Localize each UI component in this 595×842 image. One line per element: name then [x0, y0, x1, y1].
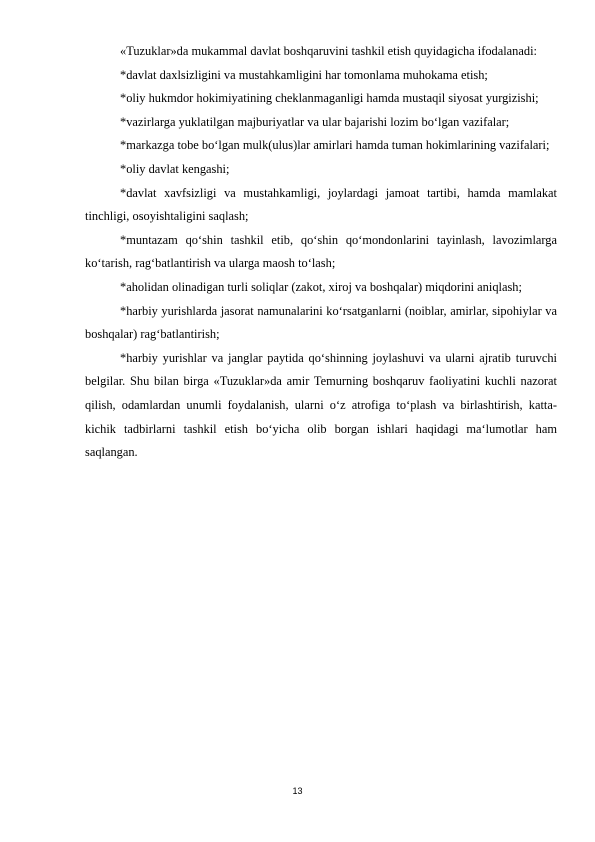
page-number: 13: [292, 786, 303, 796]
paragraph-intro: «Tuzuklar»da mukammal davlat boshqaruvini tashkil etish quyidagicha ifodalanadi:: [120, 44, 537, 58]
paragraph-item-10: *harbiy yurishlar va janglar paytida qo‘shinning joylashuvi va ularni ajratib turuvchi belgilar. Shu bilan birga «Tuzuklar»da amir Temurning boshqaruv faoliyatini kuchli nazorat qilish, odamlardan unumli foydalanish, ularni o‘z atrofiga to‘plash va birlashtirish, katta-kichik tadbirlarni tashkil etish bo‘yicha olib borgan ishlari haqidagi ma‘lumotlar ham saqlangan.: [85, 350, 557, 460]
paragraph-item-5: *oliy davlat kengashi;: [120, 161, 230, 176]
document-body: [85, 40, 557, 465]
paragraph-item-2: *oliy hukmdor hokimiyatining cheklanmaganligi hamda mustaqil siyosat yurgizishi;: [120, 91, 539, 106]
paragraph-item-3: *vazirlarga yuklatilgan majburiyatlar va ular bajarishi lozim bo‘lgan vazifalar;: [120, 114, 510, 129]
paragraph-item-6: *davlat xavfsizligi va mustahkamligi, joylardagi jamoat tartibi, hamda mamlakat tinchligi, osoyishtaligini saqlash;: [85, 185, 557, 224]
paragraph-item-7: *muntazam qo‘shin tashkil etib, qo‘shin qo‘mondonlarini tayinlash, lavozimlarga ko‘tarish, rag‘batlantirish va ularga maosh to‘lash;: [85, 232, 557, 271]
paragraph-item-4: *markazga tobe bo‘lgan mulk(ulus)lar amirlari hamda tuman hokimlarining vazifalari;: [120, 138, 550, 153]
paragraph-item-8: *aholidan olinadigan turli soliqlar (zakot, xiroj va boshqalar) miqdorini aniqlash;: [120, 279, 522, 294]
paragraph-item-1: *davlat daxlsizligini va mustahkamligini har tomonlama muhokama etish;: [120, 67, 488, 82]
paragraph-item-9: *harbiy yurishlarda jasorat namunalarini ko‘rsatganlarni (noiblar, amirlar, sipohiylar va boshqalar) rag‘batlantirish;: [85, 303, 557, 342]
